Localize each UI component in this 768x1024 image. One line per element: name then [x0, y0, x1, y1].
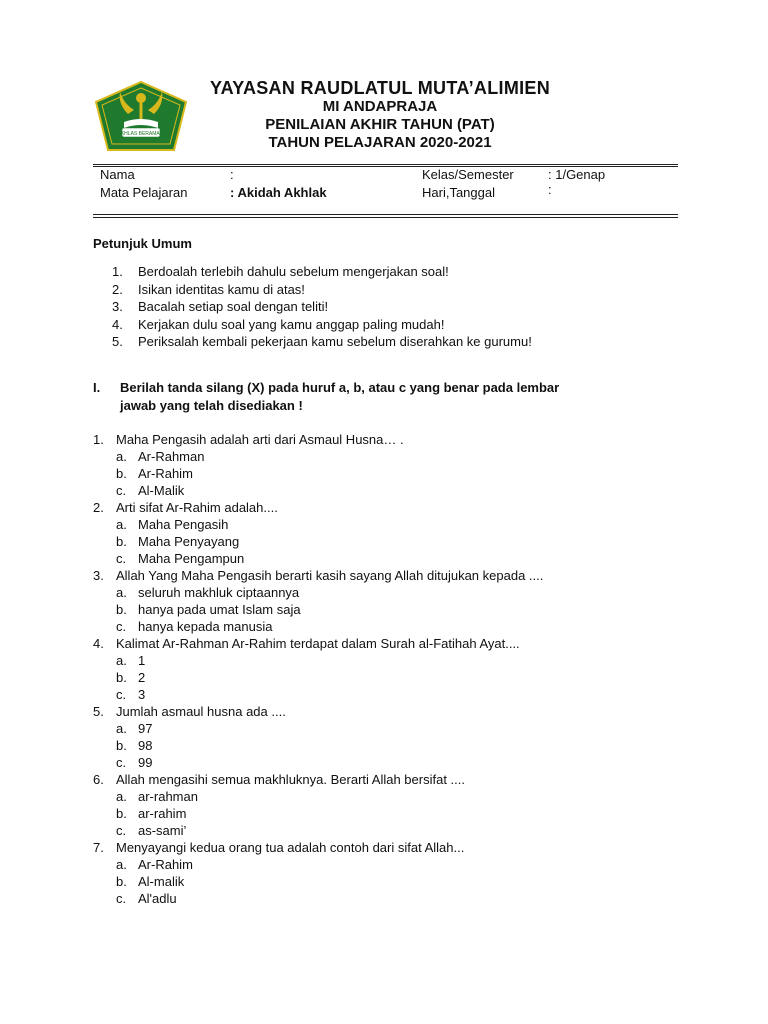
header-rule-top	[93, 164, 678, 165]
question-text: 6. Allah mengasihi semua makhluknya. Berarti Allah bersifat ....	[93, 772, 466, 787]
question	[93, 635, 543, 703]
option: c. as-sami’	[116, 823, 187, 838]
question-text: 4. Kalimat Ar-Rahman Ar-Rahim terdapat dalam Surah al-Fatihah Ayat....	[93, 636, 520, 651]
option: a. ar-rahman	[116, 789, 198, 804]
list-item: 3. Bacalah setiap soal dengan teliti!	[112, 299, 329, 314]
header-rule-bottom-double	[93, 217, 678, 218]
question-text: 3. Allah Yang Maha Pengasih berarti kasih sayang Allah ditujukan kepada ....	[93, 568, 544, 583]
academic-year: TAHUN PELAJARAN 2020-2021	[268, 134, 492, 151]
list-item: 2. Isikan identitas kamu di atas!	[112, 281, 305, 297]
option: a. Ar-Rahman	[116, 449, 205, 464]
question-text: 1. Maha Pengasih adalah arti dari Asmaul Husna… .	[93, 432, 404, 447]
header-rule-bottom	[93, 214, 678, 215]
school-name: MI ANDAPRAJA	[322, 98, 438, 115]
list-item: 5. Periksalah kembali pekerjaan kamu sebelum diserahkan ke gurumu!	[112, 334, 532, 349]
option: c. 99	[116, 755, 153, 770]
option: a. seluruh makhluk ciptaannya	[116, 585, 300, 600]
question	[93, 567, 543, 635]
foundation-title: YAYASAN RAUDLATUL MUTA’ALIMIEN	[209, 78, 551, 98]
kemenag-emblem-icon	[94, 80, 188, 152]
option: c. Maha Pengampun	[116, 551, 245, 566]
option: c. hanya kepada manusia	[116, 619, 273, 634]
option: b. Maha Penyayang	[116, 534, 240, 549]
subject-label: Mata Pelajaran	[100, 185, 188, 200]
name-label: Nama	[100, 167, 135, 182]
ministry-logo	[94, 80, 188, 152]
option: c. 3	[116, 687, 146, 702]
class-label: Kelas/Semester	[422, 167, 514, 182]
question-list	[93, 431, 543, 907]
date-label: Hari,Tanggal	[422, 185, 495, 200]
option: c. Al-Malik	[116, 483, 185, 498]
instructions-title: Petunjuk Umum	[93, 236, 192, 251]
option: a. 97	[116, 721, 153, 736]
list-item: 1. Berdoalah terlebih dahulu sebelum mengerjakan soal!	[112, 264, 449, 279]
name-separator: :	[230, 167, 234, 182]
section-instruction-line2: jawab yang telah disediakan !	[120, 398, 303, 413]
question-text: 5. Jumlah asmaul husna ada ....	[93, 704, 286, 719]
option: b. 98	[116, 738, 153, 753]
question	[93, 839, 543, 907]
question	[93, 703, 543, 771]
section-instruction-line1: Berilah tanda silang (X) pada huruf a, b, atau c yang benar pada lembar	[120, 380, 560, 395]
exam-title: PENILAIAN AKHIR TAHUN (PAT)	[265, 116, 495, 133]
subject-value: : Akidah Akhlak	[230, 185, 327, 200]
question	[93, 771, 543, 839]
date-separator: :	[548, 182, 552, 197]
option: a. 1	[116, 653, 146, 668]
option: a. Ar-Rahim	[116, 857, 193, 872]
question-text: 2. Arti sifat Ar-Rahim adalah....	[93, 500, 278, 515]
option: b. Al-malik	[116, 874, 185, 889]
option: b. Ar-Rahim	[116, 466, 193, 481]
svg-text:IKHLAS BERAMAL: IKHLAS BERAMAL	[119, 131, 163, 137]
option: b. 2	[116, 670, 146, 685]
option: b. hanya pada umat Islam saja	[116, 602, 301, 617]
class-value: : 1/Genap	[548, 167, 606, 182]
list-item: 4. Kerjakan dulu soal yang kamu anggap paling mudah!	[112, 316, 445, 332]
question	[93, 431, 543, 499]
question	[93, 499, 543, 567]
option: a. Maha Pengasih	[116, 517, 229, 532]
option: b. ar-rahim	[116, 806, 187, 821]
section-number: I.	[93, 380, 101, 395]
option: c. Al'adlu	[116, 891, 177, 906]
question-text: 7. Menyayangi kedua orang tua adalah contoh dari sifat Allah...	[93, 840, 465, 855]
instructions-list	[112, 264, 532, 352]
